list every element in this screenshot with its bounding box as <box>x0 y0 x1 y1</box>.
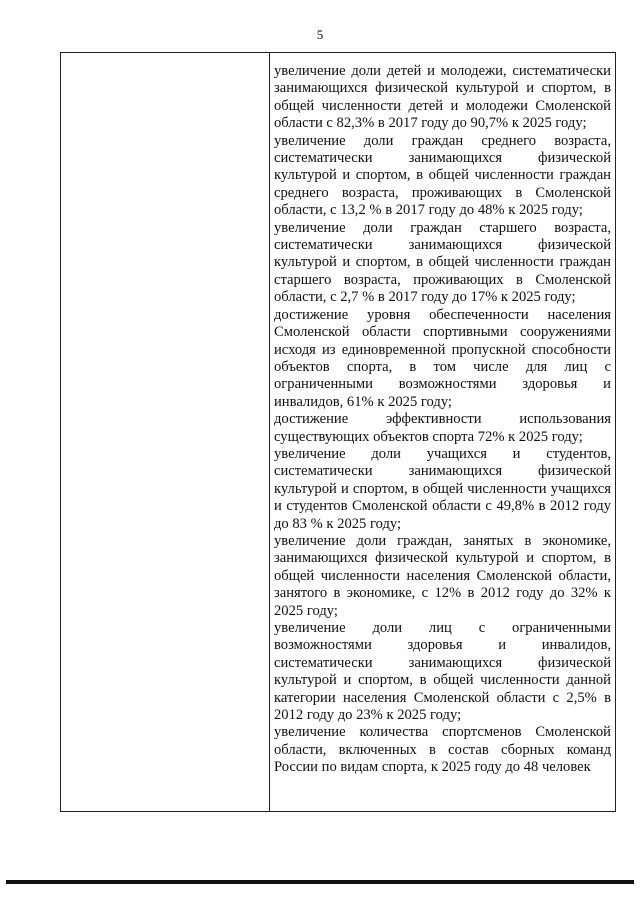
target-item-senior-sport-share: увеличение доли граждан старшего возраста, систематически занимающихся физической культурой и спортом, в общей численности граждан старшего возраста, проживающих в Смоленской области, с 2,7 % в 2017 году до 17% к 2025 году; <box>274 219 611 306</box>
target-item-employed-sport-share: увеличение доли граждан, занятых в экономике, занимающихся физической культурой и спортом, в общей численности населения Смоленской области, занятого в экономике, с 12% в 2012 году до 32% к 2025 году; <box>274 532 611 619</box>
target-item-facility-provision: достижение уровня обеспеченности населения Смоленской области спортивными сооружениями исходя из единовременной пропускной способности объектов спорта, в том числе для лиц с ограниченными возможностями здоровья и инвалидов, 61% к 2025 году; <box>274 306 611 410</box>
document-table <box>60 52 616 812</box>
target-item-middle-age-sport-share: увеличение доли граждан среднего возраста, систематически занимающихся физической культурой и спортом, в общей численности граждан среднего возраста, проживающих в Смоленской области, с 13,2 % в 2017 году до 48% к 2025 году; <box>274 132 611 219</box>
table-right-cell <box>270 53 615 811</box>
page-number: 5 <box>316 27 324 42</box>
target-item-youth-sport-share: увеличение доли детей и молодежи, систематически занимающихся физической культурой и спортом, в общей численности детей и молодежи Смоленской области с 82,3% в 2017 году до 90,7% к 2025 году; <box>274 63 611 132</box>
table-left-cell <box>61 53 270 811</box>
target-item-national-team-athletes: увеличение количества спортсменов Смоленской области, включенных в состав сборных команд России по видам спорта, к 2025 году до 48 человек <box>274 724 611 776</box>
bottom-divider-line <box>6 880 634 884</box>
target-item-facility-efficiency: достижение эффективности использования существующих объектов спорта 72% к 2025 году; <box>274 411 611 445</box>
target-item-disabled-sport-share: увеличение доли лиц с ограниченными возможностями здоровья и инвалидов, систематически занимающихся физической культурой и спортом, в общей численности данной категории населения Смоленской области с 2,5% в 2012 году до 23% к 2025 году; <box>274 620 611 724</box>
target-item-students-sport-share: увеличение доли учащихся и студентов, систематически занимающихся физической культурой и спортом, в общей численности учащихся и студентов Смоленской области с 49,8% в 2012 году до 83 % к 2025 году; <box>274 445 611 532</box>
